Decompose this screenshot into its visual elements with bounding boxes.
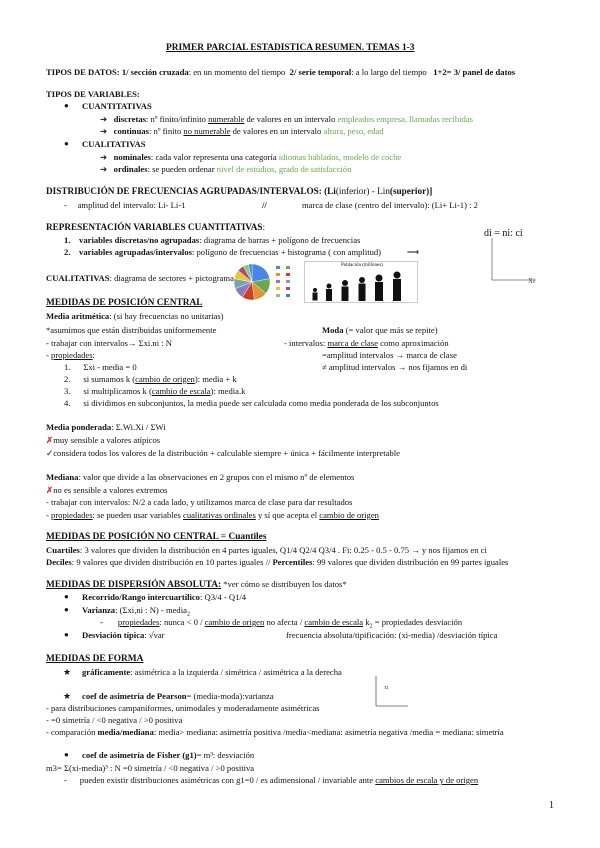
propiedad-2: [64, 374, 237, 385]
dash: -: [46, 350, 52, 360]
media-mediana-comparacion: [46, 727, 504, 738]
cross-icon: ✗: [46, 435, 54, 445]
page-title: PRIMER PARCIAL ESTADISTICA RESUMEN. TEMAS 1-3: [166, 43, 415, 53]
tipos-variables-label: TIPOS DE VARIABLES: [46, 89, 137, 99]
bullet-icon: ●: [64, 750, 69, 759]
serie-temporal: 2/ serie temporal: [289, 67, 352, 77]
mediana-line: [46, 472, 354, 483]
desviacion-formula: : √var: [144, 630, 165, 640]
deciles-def: : 9 valores que dividen distribución en 10 partes iguales //: [71, 557, 273, 567]
nominales-label: nominales: [113, 152, 151, 162]
fisher-label: coef de asimetría de Fisher (g1): [82, 750, 197, 760]
forma-heading: MEDIDAS DE FORMA: [46, 654, 144, 664]
cuantitativas-label: CUANTITATIVAS: [82, 101, 152, 111]
pie-legend-swatch: [276, 287, 280, 290]
pictogram-title: Población (millones): [341, 263, 383, 268]
bullet-icon: ●: [64, 139, 69, 148]
distinta-amplitud: ≠ amplitud intervalos → nos fijamos en di: [322, 362, 468, 372]
pie-legend-swatch: [276, 294, 280, 297]
marca-clase-term: marca de clase: [327, 338, 379, 348]
xi-axis-label: xi: [384, 685, 389, 691]
tipos-variables-heading: TIPOS DE VARIABLES:: [46, 89, 140, 99]
mediana-propiedades: [46, 510, 379, 521]
separator: //: [262, 200, 267, 210]
pictogram-figures: [307, 270, 415, 301]
percentiles-def: : 99 valores que dividen distribución en 99 partes iguales: [312, 557, 509, 567]
propiedad-3: [64, 386, 245, 397]
dash: -: [46, 510, 52, 520]
continuas-label: continuas: [113, 126, 149, 136]
cualitativas-repr-def: : diagrama de sectores + pictograma: [109, 273, 234, 283]
varianza-prop-text: : nunca < 0 /: [159, 617, 205, 627]
arrow-icon: ➔: [100, 152, 108, 162]
pie-legend-swatch: [276, 266, 280, 269]
mediana-negativa: [46, 485, 168, 496]
tipos-datos-line: [46, 67, 515, 78]
rango-label: Recorrido/Rango intercuartílico: [82, 592, 200, 602]
posicion-central-heading: MEDIDAS DE POSICIÓN CENTRAL: [46, 298, 203, 308]
pearson-label: coef de asimetría de Pearson: [82, 691, 187, 701]
moda-line: [322, 325, 438, 336]
arrow-right-icon: ⟶: [406, 247, 420, 257]
rango-line: [82, 592, 246, 603]
item-number: 3.: [64, 386, 71, 396]
cuartiles-label: Cuartiles: [46, 545, 80, 555]
comparacion-text: : media> mediana: asimetría positiva /media<mediana: asimetría negativa /media = mediana: simetría: [153, 727, 504, 737]
arrow-icon: ➔: [100, 164, 108, 174]
nominales-example: idiomas hablados, modelo de coche: [278, 152, 402, 162]
pie-chart: [232, 262, 298, 302]
seccion-cruzada-def: : en un momento del tiempo: [188, 67, 286, 77]
continuas-example: altura, peso, edad: [323, 126, 384, 136]
item-number: 1.: [64, 235, 71, 245]
arrow-icon: ➔: [100, 126, 108, 136]
marca-clase: marca de clase (centro del intervalo): (Li+ Li-1) : 2: [302, 200, 478, 210]
ordinales-def: : se pueden ordenar: [147, 164, 217, 174]
repr-item-2: [64, 247, 419, 258]
graficamente-line: [82, 667, 342, 678]
intervalos-post: como aproximación: [378, 338, 449, 348]
comparacion-pre: - comparación: [46, 727, 98, 737]
cambio-origen-term: cambio de origen: [135, 374, 195, 384]
person-icon-1: [313, 288, 318, 301]
media-aritmetica-line: [46, 311, 224, 322]
propiedades-term: propiedades: [51, 350, 93, 360]
deciles-line: [46, 557, 508, 568]
pie-legend-swatch: [286, 294, 290, 297]
varianza-prop-text4: = propiedades desviación: [372, 617, 463, 627]
person-icon-2: [326, 284, 332, 302]
amplitud-line: - amplitud del intervalo: Li- Li-1: [64, 200, 186, 210]
propiedad-3-pre: si multiplicamos k (: [83, 386, 152, 396]
distribucion-inferior: (inferior) - Lin: [335, 186, 390, 196]
media-aritmetica-def: : (si hay frecuencias no unitarias): [109, 311, 224, 321]
no-numerable-term: no numerable: [183, 126, 231, 136]
m3-line: m3= Σ(xi-media)³ : N =0 simetría / <0 negativa / >0 positiva: [46, 763, 255, 773]
ponderada-positiva-text: considera todos los valores de la distribución + calculable siempre + única + fácilmente interpretable: [53, 448, 400, 458]
cuartiles-line: [46, 545, 487, 556]
pearson-formula: = (media-moda):varianza: [186, 691, 274, 701]
media-ponderada-formula: : Σ.Wi.Xi / ΣWi: [111, 422, 166, 432]
trabajar-intervalos: - trabajar con intervalos→ Σxi.ni : N: [46, 338, 172, 348]
mediana-intervalos: - trabajar con intervalos: N/2 a cada lado, y utilizamos marca de clase para dar resultados: [46, 497, 353, 507]
propiedad-3-post: ): media.k: [210, 386, 246, 396]
propiedad-1-text: Σxi - media = 0: [83, 362, 137, 372]
discretas-def2: de valores en un intervalo: [244, 114, 338, 124]
nominales-def: : cada valor representa una categoría: [150, 152, 279, 162]
mediana-prop-text2: y sí que acepta el: [255, 510, 320, 520]
check-icon: ✓: [46, 448, 54, 458]
amplitud-marca: =amplitud intervalos → marca de clase: [322, 350, 457, 360]
ponderada-positiva: [46, 448, 400, 459]
repr-discretas-def: : diagrama de barras + polígono de frecuencias: [199, 235, 361, 245]
tipificacion: frecuencia absoluta/tipificación: (xi-media) /desviación típica: [286, 630, 498, 640]
nominales-line: [100, 152, 401, 163]
propiedades-line: [46, 350, 95, 361]
distribucion-li: : (Li: [318, 186, 336, 196]
varianza-formula: : (Σxi,ni : N) - media: [115, 605, 187, 615]
cualitativas-ordinales-term: cualitativas ordinales: [183, 510, 256, 520]
mediana-prop-text: : se pueden usar variables: [92, 510, 183, 520]
bullet-icon: ●: [64, 630, 69, 639]
propiedad-4-text: si dividimos en subconjuntos, la media puede ser calculada como media ponderada de los subconjuntos: [83, 398, 439, 408]
repr-discretas: variables discretas/no agrupadas: [79, 235, 200, 245]
cambio-escala-term: cambio de escala: [151, 386, 211, 396]
mediana-negativa-text: no es sensible a valores extremos: [53, 485, 168, 495]
varianza-prop-k: k: [363, 617, 370, 627]
cambio-origen-term: cambio de origen: [204, 617, 265, 627]
item-number: 1.: [64, 362, 71, 372]
item-number: 2.: [64, 374, 71, 384]
propiedad-2-post: ): media + k: [194, 374, 237, 384]
pearson-uso: - para distribuciones campaniformes, unimodales y moderadamente asimétricas: [46, 703, 320, 713]
bullet-icon: ●: [64, 592, 69, 601]
ordinales-line: [100, 164, 351, 175]
panel-datos: 1+2= 3/ panel de datos: [433, 67, 516, 77]
repr-item-1: [64, 235, 360, 246]
no-central-heading: MEDIDAS DE POSICIÓN NO CENTRAL = Cuantiles: [46, 532, 267, 542]
asymmetry-axes: [370, 674, 410, 712]
pie-legend-swatch: [276, 280, 280, 283]
arrow-icon: ➔: [100, 114, 108, 124]
distribucion-heading: [46, 186, 432, 197]
continuas-def2: de valores en un intervalo: [230, 126, 324, 136]
media-ponderada-line: [46, 422, 166, 433]
pie-legend-swatch: [286, 266, 290, 269]
square-sub: 2: [186, 611, 190, 618]
fisher-propiedades: - pueden existir distribuciones asimétricas con g1=0 / es adimensional / invariable ante cambios de escala y de origen: [64, 775, 479, 785]
cualitativas-label: CUALITATIVAS: [82, 139, 146, 149]
person-icon-6: [393, 272, 401, 302]
moda-intervalos: [284, 338, 449, 349]
mediana-def: : valor que divide a las observaciones en 2 grupos con el mismo nº de elementos: [78, 472, 355, 482]
propiedades-term: propiedades: [117, 617, 160, 627]
percentiles-label: Percentiles: [272, 557, 313, 567]
propiedad-4: [64, 398, 439, 409]
ordinales-label: ordinales: [113, 164, 148, 174]
cualitativas-repr-line: [46, 273, 234, 284]
continuas-line: [100, 126, 384, 137]
representacion-heading: REPRESENTACIÓN VARIABLES CUANTITATIVAS:: [46, 222, 266, 232]
bullet-icon: ●: [64, 101, 69, 110]
fisher-prop-text: pueden existir distribuciones asimétricas con g1=0 / es adimensional / invariable ante: [79, 775, 376, 785]
repr-agrupadas-def: : polígono de frecuencias + histograma ( con amplitud): [191, 247, 382, 257]
pie-legend-swatch: [286, 273, 290, 276]
cualitativas-repr-label: CUALITATIVAS: [46, 273, 110, 283]
dispersion-title: MEDIDAS DE DISPERSIÓN ABSOLUTA:: [46, 580, 222, 590]
media-mediana-term: media/mediana: [97, 727, 154, 737]
deciles-label: Deciles: [46, 557, 72, 567]
repr-agrupadas: variables agrupadas/intervalos: [79, 247, 192, 257]
person-icon-5: [375, 275, 383, 302]
propiedad-1: [64, 362, 137, 373]
continuas-def: : nº finito: [149, 126, 184, 136]
ordinales-example: nivel de estudios, grado de satisfacción: [216, 164, 352, 174]
discretas-def: : nº finito/infinito: [145, 114, 209, 124]
dispersion-heading: [46, 579, 347, 591]
desviacion-line: [82, 630, 165, 641]
fisher-formula: = m³: desviación: [196, 750, 255, 760]
bullet-icon: ●: [64, 605, 69, 614]
tipos-datos-label: TIPOS DE DATOS: [46, 67, 117, 77]
cambio-escala-term: cambio de escala: [304, 617, 364, 627]
mediana-label: Mediana: [46, 472, 79, 482]
pie-legend-swatch: [286, 287, 290, 290]
cross-icon: ✗: [46, 485, 54, 495]
seccion-cruzada: : 1/ sección cruzada: [116, 67, 189, 77]
pearson-signo: - =0 simetría / <0 negativa / >0 positiva: [46, 715, 183, 725]
discretas-example: empleados empresa, llamadas recibidas: [337, 114, 473, 124]
amplitud-intervalo: amplitud del intervalo: Li- Li-1: [77, 200, 186, 210]
representacion-title: REPRESENTACIÓN VARIABLES CUANTITATIVAS: [46, 222, 263, 232]
media-ponderada-label: Media ponderada: [46, 422, 112, 432]
fisher-line: [82, 750, 254, 761]
item-number: 2.: [64, 247, 71, 257]
pearson-line: [82, 691, 274, 702]
xi-axis-label: Xi: [528, 277, 535, 285]
discretas-line: [100, 114, 473, 125]
propiedades-term: propiedades: [51, 510, 93, 520]
varianza-propiedades: - propiedades: nunca < 0 / cambio de origen no afecta / cambio de escala $k_2$ = propiedades desviación: [100, 617, 463, 630]
cuartiles-def: : 3 valores que dividen la distribución en 4 partes iguales, Q1/4 Q2/4 Q3/4 . Fi: 0.25 - 0.5 - 0.75 → y nos fijamos en ci: [79, 545, 487, 555]
discretas-label: discretas: [113, 114, 146, 124]
graficamente-def: : asimétrica a la izquierda / simétrica / asimétrica a la derecha: [130, 667, 342, 677]
moda-label: Moda: [322, 325, 344, 335]
item-number: 4.: [64, 398, 71, 408]
star-icon: ★: [63, 691, 72, 701]
varianza-prop-text2: no afecta /: [264, 617, 305, 627]
distribucion-title: DISTRIBUCIÓN DE FRECUENCIAS AGRUPADAS/INTERVALOS: [46, 186, 319, 196]
pie-legend-swatch: [276, 273, 280, 276]
rango-def: : Q3/4 - Q1/4: [199, 592, 247, 602]
propiedad-2-pre: si sumamos k (: [83, 374, 136, 384]
numerable-term: numerable: [208, 114, 245, 124]
cambios-escala-origen-term: cambios de escala y de origen: [375, 775, 479, 785]
person-icon-4: [359, 277, 366, 301]
serie-temporal-def: : a lo largo del tiempo: [351, 67, 427, 77]
dispersion-note: *ver cómo se distribuyen los datos*: [221, 579, 347, 589]
asumimos-line: *asumimos que están distribuidas uniformemente: [46, 325, 217, 335]
varianza-label: Varianza: [82, 605, 116, 615]
moda-def: (= valor que más se repite): [343, 325, 438, 335]
densidad-formula: di = ni: ci: [484, 228, 523, 239]
star-icon: ★: [63, 667, 72, 677]
ponderada-negativa-text: muy sensible a valores atípicos: [53, 435, 161, 445]
cambio-origen-term: cambio de origen: [319, 510, 379, 520]
ponderada-negativa: [46, 435, 160, 446]
graficamente-label: gráficamente: [82, 667, 131, 677]
pictogram: [304, 261, 418, 303]
pie-legend-swatch: [286, 280, 290, 283]
square-sub: 2: [369, 623, 373, 630]
desviacion-label: Desviación típica: [82, 630, 145, 640]
intervalos-pre: - intervalos:: [284, 338, 328, 348]
colon: :: [92, 350, 95, 360]
media-aritmetica-label: Media aritmética: [46, 311, 110, 321]
person-icon-3: [342, 280, 349, 301]
distribucion-superior: (superior)]: [389, 186, 433, 196]
page-number: 1: [549, 800, 554, 811]
